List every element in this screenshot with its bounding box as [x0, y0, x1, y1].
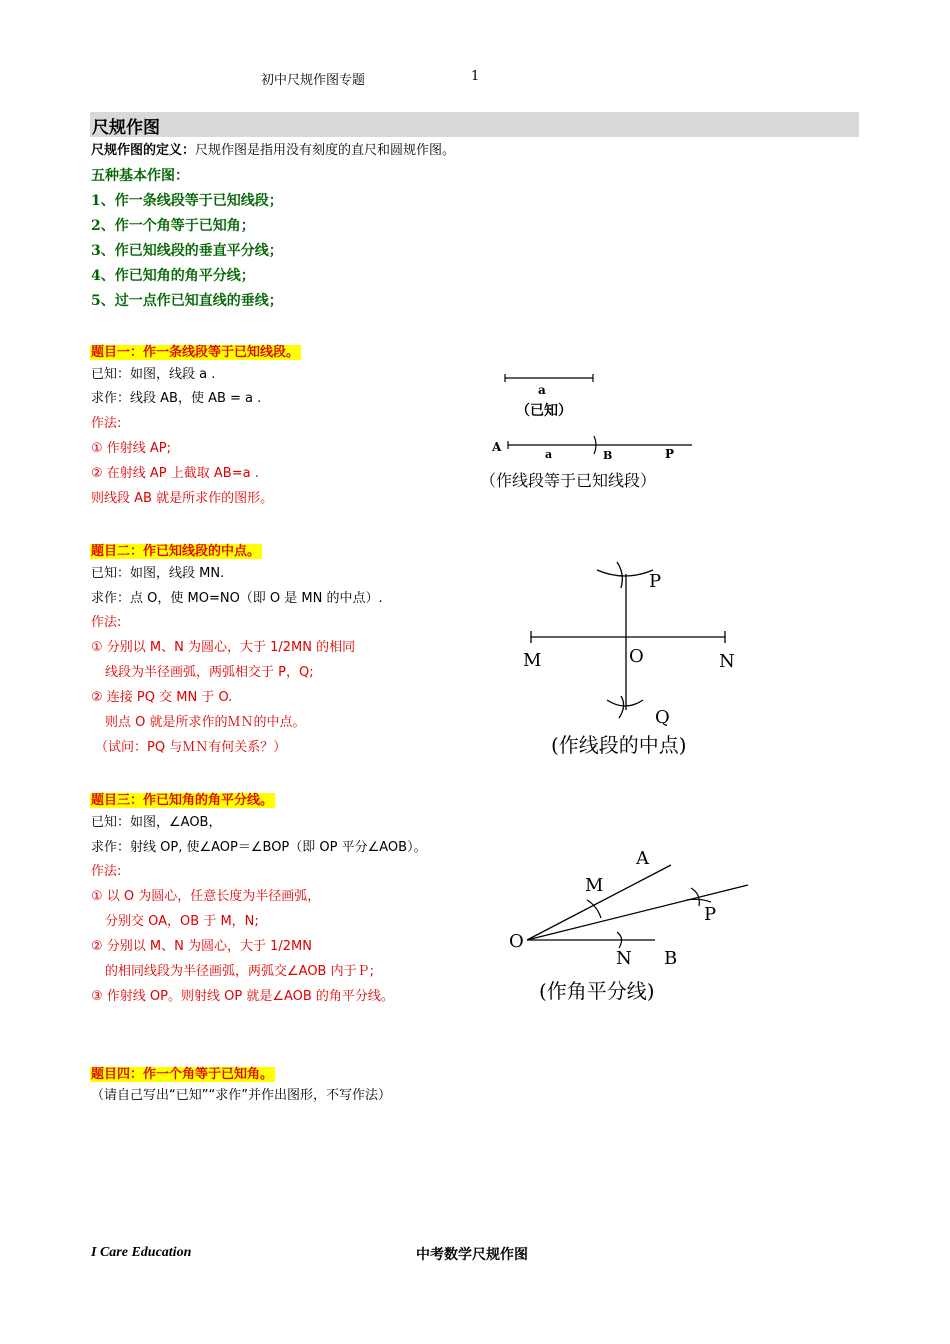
- problem1-step-2: ② 在射线 AP 上截取 AB=a .: [91, 466, 259, 481]
- problem4-note: （请自己写出“已知”“求作”并作出图形，不写作法）: [91, 1088, 391, 1103]
- problem2-method-label: 作法:: [91, 615, 122, 630]
- five-item-2: 2、作一个角等于已知角；: [91, 218, 255, 234]
- definition-text: 尺规作图是指用没有刻度的直尺和圆规作图。: [195, 143, 456, 158]
- footer-left: I Care Education: [91, 1245, 192, 1260]
- fig3-caption: (作角平分线): [539, 979, 655, 1003]
- problem2-question: （试问：PQ 与ＭＮ有何关系？）: [95, 740, 287, 755]
- fig3-A: A: [636, 848, 649, 869]
- problem2-step-1-cont: 线段为半径画弧，两弧相交于 P，Q;: [105, 665, 314, 680]
- fig2-caption: (作线段的中点): [551, 733, 687, 757]
- problem3-step-3: ③ 作射线 OP。则射线 OP 就是∠AOB 的角平分线。: [91, 989, 394, 1004]
- problem2-step-2: ② 连接 PQ 交 MN 于 O.: [91, 690, 233, 705]
- fig3-B: B: [664, 948, 678, 969]
- header-title: 初中尺规作图专题: [261, 73, 366, 88]
- five-item-5: 5、过一点作已知直线的垂线；: [91, 293, 283, 309]
- problem3-given: 已知：如图，∠AOB，: [91, 815, 222, 830]
- problem1-title: 题目一：作一条线段等于已知线段。: [91, 345, 300, 360]
- problem2-title: 题目二：作已知线段的中点。: [91, 544, 261, 559]
- fig2-M: M: [523, 650, 542, 671]
- problem3-find: 求作：射线 OP, 使∠AOP＝∠BOP（即 OP 平分∠AOB）。: [91, 840, 427, 855]
- five-item-4: 4、作已知角的角平分线；: [91, 268, 255, 284]
- fig1-seg-label: a: [538, 383, 546, 397]
- problem3-step-1: ① 以 O 为圆心，任意长度为半径画弧，: [91, 889, 321, 904]
- section-title: 尺规作图: [92, 118, 160, 138]
- footer-center: 中考数学尺规作图: [416, 1247, 528, 1263]
- problem3-method-label: 作法:: [91, 864, 122, 879]
- fig1-B: B: [603, 449, 613, 462]
- problem2-given: 已知：如图，线段 MN.: [91, 566, 225, 581]
- fig3-N: N: [616, 948, 632, 969]
- problem3-step-1-cont: 分别交 OA，OB 于 M，N;: [105, 914, 259, 929]
- five-title: 五种基本作图：: [91, 168, 189, 184]
- problem1-find: 求作：线段 AB，使 AB = a .: [91, 391, 262, 406]
- problem1-figure: [480, 365, 710, 500]
- problem1-method-label: 作法:: [91, 416, 122, 431]
- five-item-3: 3、作已知线段的垂直平分线；: [91, 243, 283, 259]
- fig1-P: P: [665, 447, 675, 461]
- problem2-find: 求作：点 O，使 MO=NO（即 O 是 MN 的中点）.: [91, 591, 383, 606]
- page-number: 1: [471, 69, 480, 84]
- problem4-title: 题目四：作一个角等于已知角。: [91, 1067, 274, 1082]
- definition-label: 尺规作图的定义：: [91, 143, 196, 158]
- problem3-figure: [505, 840, 755, 1010]
- fig2-P: P: [649, 571, 662, 592]
- problem2-figure: [515, 560, 750, 765]
- fig1-a: a: [545, 448, 553, 461]
- fig3-P: P: [704, 904, 717, 925]
- problem3-step-2: ② 分别以 M、N 为圆心，大于 1/2MN: [91, 939, 312, 954]
- section-title-bar: [90, 112, 859, 137]
- problem3-step-2-cont: 的相同线段为半径画弧，两弧交∠AOB 内于Ｐ;: [105, 964, 374, 979]
- fig2-N: N: [719, 651, 735, 672]
- fig3-O: O: [509, 931, 524, 952]
- problem1-conclusion: 则线段 AB 就是所求作的图形。: [91, 491, 274, 506]
- five-item-1: 1、作一条线段等于已知线段；: [91, 193, 283, 209]
- problem2-step-1: ① 分别以 M、N 为圆心，大于 1/2MN 的相同: [91, 640, 356, 655]
- fig2-O: O: [629, 646, 644, 667]
- fig2-Q: Q: [655, 707, 670, 728]
- problem2-conclusion: 则点 O 就是所求作的ＭＮ的中点。: [105, 715, 306, 730]
- fig1-A: A: [492, 440, 502, 454]
- problem1-given: 已知：如图，线段 a .: [91, 367, 216, 382]
- problem1-step-1: ① 作射线 AP;: [91, 441, 172, 456]
- fig1-known: （已知）: [516, 403, 572, 419]
- definition: [91, 142, 455, 160]
- fig3-M: M: [585, 875, 604, 896]
- fig1-caption: （作线段等于已知线段）: [480, 471, 657, 490]
- problem3-title: 题目三：作已知角的角平分线。: [91, 793, 274, 808]
